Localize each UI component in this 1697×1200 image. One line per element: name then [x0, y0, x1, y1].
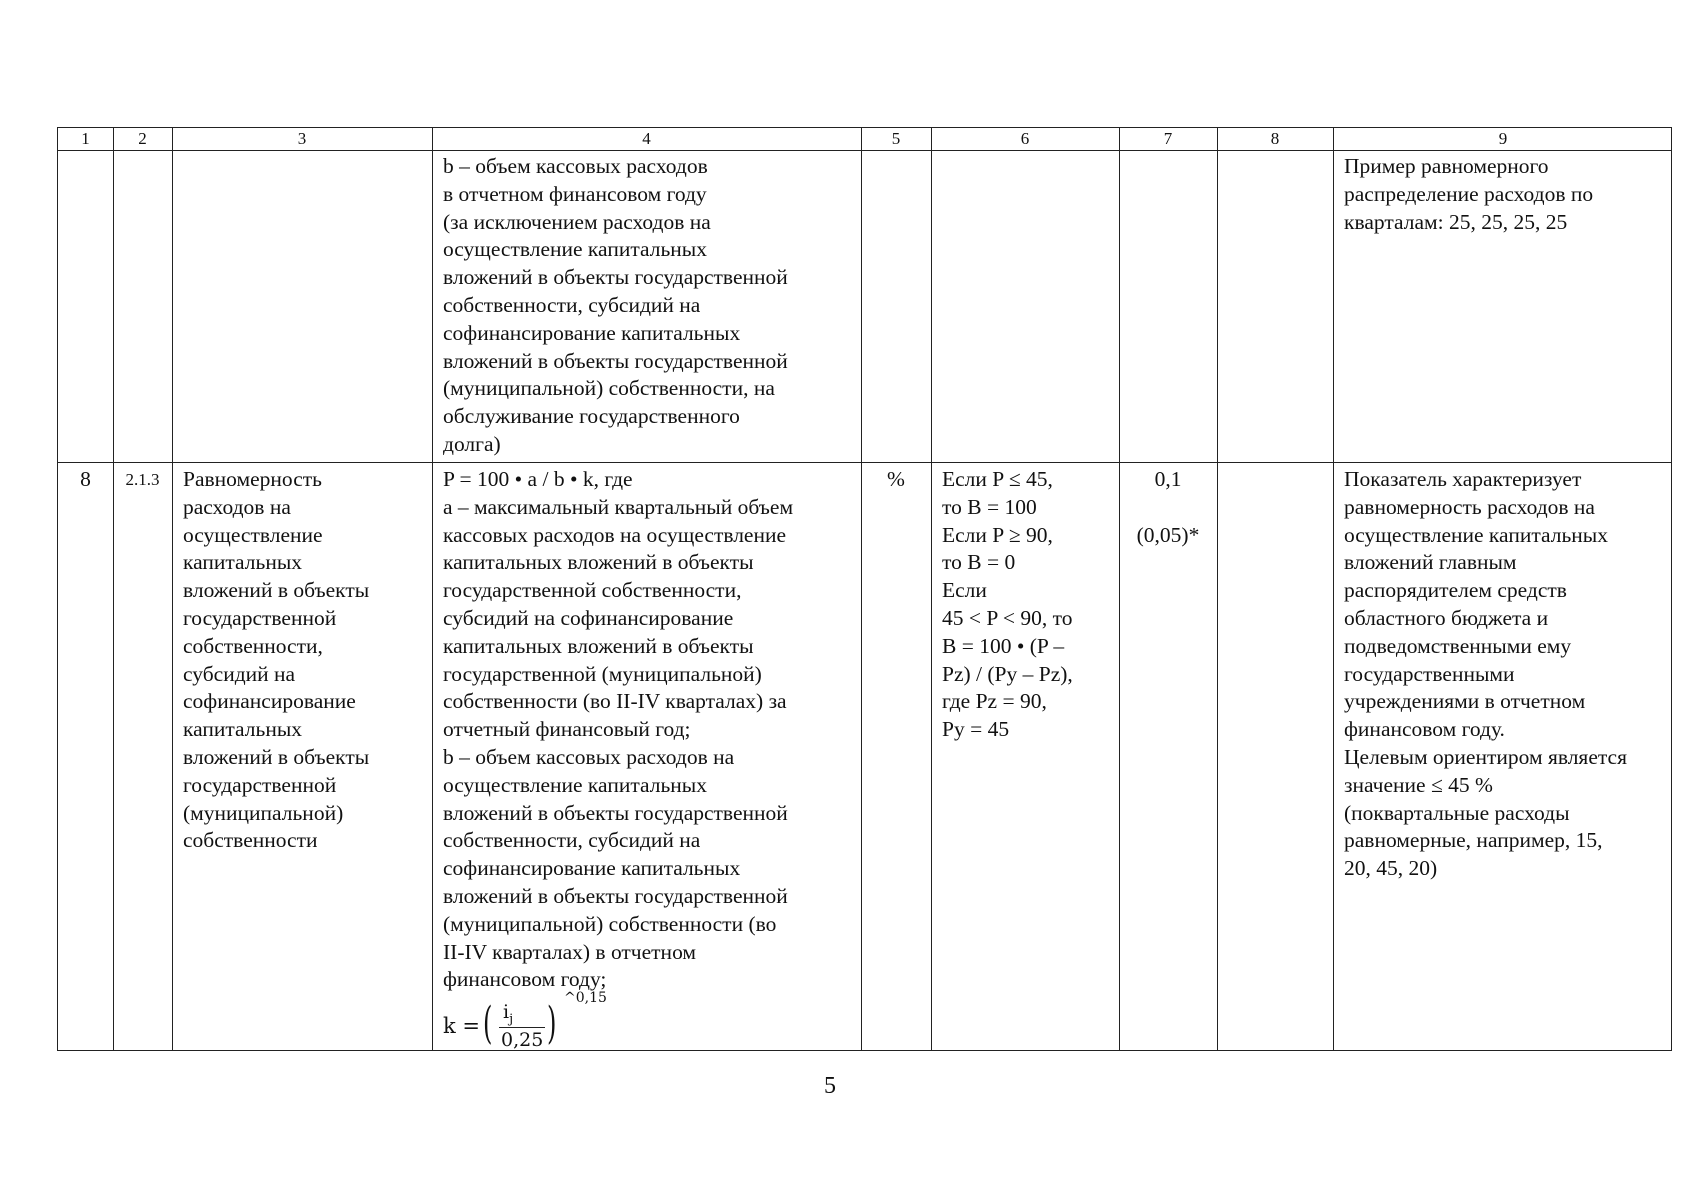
text-line: b – объем кассовых расходов	[443, 154, 708, 178]
text-line: равномерные, например, 15,	[1344, 828, 1603, 853]
k-formula-subscript: j	[509, 1011, 514, 1027]
text-line: Целевым ориентиром является	[1344, 744, 1627, 769]
text-line: вложений в объекты государственной	[443, 883, 788, 908]
header-col-6: 6	[1020, 129, 1030, 148]
text-line: (за исключением расходов на	[443, 209, 711, 234]
text-line: капитальных вложений в объекты	[443, 633, 754, 658]
header-col-3: 3	[297, 129, 307, 148]
text-line: кварталам: 25, 25, 25, 25	[1344, 209, 1568, 234]
text-line: (муниципальной) собственности (во	[443, 911, 777, 936]
text-line: то B = 100	[942, 494, 1037, 519]
text-line: собственности, субсидий на	[443, 292, 701, 317]
header-col-4: 4	[642, 129, 651, 148]
text-line: кассовых расходов на осуществление	[443, 522, 787, 547]
text-line: софинансирование капитальных	[443, 320, 741, 345]
text-line: вложений в объекты государственной	[443, 348, 788, 373]
text-line: вложений в объекты	[183, 744, 370, 769]
text-line: b – объем кассовых расходов на	[443, 744, 735, 769]
k-formula	[443, 990, 643, 1051]
text-line: расходов на	[183, 494, 291, 519]
page-number: 5	[824, 1073, 836, 1099]
text-line: то B = 0	[942, 550, 1016, 575]
header-col-7: 7	[1163, 129, 1173, 148]
text-line: финансовом году.	[1344, 717, 1505, 742]
text-line: государственной собственности,	[443, 578, 742, 603]
col-rule-4	[861, 128, 862, 1050]
row-number: 8	[80, 467, 91, 491]
text-line: софинансирование	[183, 689, 356, 714]
text-line: вложений в объекты государственной	[443, 800, 788, 825]
text-line: B = 100 • (P –	[942, 633, 1065, 658]
continued-comment	[1344, 153, 1593, 236]
indicator-code: 2.1.3	[125, 470, 160, 489]
indicator-table	[57, 127, 1672, 1051]
k-formula-right-paren: )	[547, 998, 557, 1049]
text-line: (поквартальные расходы	[1344, 800, 1570, 825]
text-line: капитальных вложений в объекты	[443, 550, 754, 575]
text-line: Если P ≤ 45,	[942, 467, 1053, 491]
continued-formula-description	[443, 153, 788, 459]
col-rule-8	[1333, 128, 1334, 1050]
col-rule-2	[172, 128, 173, 1050]
indicator-comment	[1344, 466, 1627, 883]
text-line: Если P ≥ 90,	[942, 522, 1053, 547]
text-line: II-IV кварталах) в отчетном	[443, 939, 697, 964]
col-rule-1	[113, 128, 114, 1050]
text-line: Равномерность	[183, 467, 322, 491]
text-line: государственной (муниципальной)	[443, 661, 762, 686]
text-line: Показатель характеризует	[1344, 467, 1582, 491]
text-line: вложений главным	[1344, 550, 1517, 575]
text-line: государственными	[1344, 661, 1515, 686]
scoring-rule	[942, 466, 1073, 744]
weight-alternative: (0,05)*	[1136, 523, 1200, 547]
text-line: где Pz = 90,	[942, 689, 1047, 714]
text-line: (муниципальной) собственности, на	[443, 376, 775, 401]
text-line: 45 < P < 90, то	[942, 605, 1073, 630]
k-formula-left-paren: (	[483, 998, 493, 1049]
text-line: осуществление капитальных	[1344, 522, 1608, 547]
k-formula-numerator: $i_j$	[503, 1001, 514, 1027]
row-rule	[58, 462, 1671, 463]
unit: %	[887, 467, 905, 491]
text-line: собственности	[183, 828, 318, 853]
text-line: капитальных	[183, 550, 303, 575]
header-col-5: 5	[891, 129, 901, 148]
text-line: осуществление капитальных	[443, 772, 707, 797]
header-rule	[58, 150, 1671, 151]
text-line: субсидий на	[183, 661, 296, 686]
header-col-2: 2	[138, 129, 147, 148]
text-line: софинансирование капитальных	[443, 856, 741, 881]
text-line: Py = 45	[942, 717, 1010, 742]
k-formula-lhs: k =	[443, 1014, 480, 1038]
text-line: распределение расходов по	[1344, 181, 1594, 206]
text-line: субсидий на софинансирование	[443, 605, 734, 630]
text-line: Если	[942, 578, 987, 603]
weight: 0,1	[1154, 467, 1182, 491]
text-line: распорядителем средств	[1344, 578, 1567, 603]
text-line: вложений в объекты	[183, 578, 370, 603]
text-line: (муниципальной)	[183, 800, 344, 825]
text-line: собственности (во II-IV кварталах) за	[443, 689, 787, 714]
text-line: учреждениями в отчетном	[1344, 689, 1586, 714]
text-line: областного бюджета и	[1344, 605, 1549, 630]
col-rule-7	[1217, 128, 1218, 1050]
text-line: Пример равномерного	[1344, 154, 1549, 178]
text-line: Pz) / (Py – Pz),	[942, 661, 1073, 686]
text-line: вложений в объекты государственной	[443, 265, 788, 290]
text-line: отчетный финансовый год;	[443, 717, 691, 742]
text-line: капитальных	[183, 717, 303, 742]
text-line: равномерность расходов на	[1344, 494, 1595, 519]
text-line: a – максимальный квартальный объем	[443, 494, 794, 519]
text-line: значение ≤ 45 %	[1344, 772, 1493, 797]
k-formula-exponent: ^0,15	[564, 990, 607, 1006]
col-rule-5	[931, 128, 932, 1050]
indicator-name	[183, 466, 369, 855]
text-line: в отчетном финансовом году	[443, 181, 707, 206]
text-line: собственности, субсидий на	[443, 828, 701, 853]
text-line: 20, 45, 20)	[1344, 856, 1438, 881]
header-col-8: 8	[1270, 129, 1280, 148]
text-line: подведомственными ему	[1344, 633, 1572, 658]
text-line: государственной	[183, 605, 337, 630]
calculation-formula	[443, 466, 793, 994]
text-line: P = 100 • a / b • k, где	[443, 467, 633, 491]
header-col-1: 1	[81, 129, 90, 148]
text-line: государственной	[183, 772, 337, 797]
text-line: осуществление капитальных	[443, 237, 707, 262]
k-formula-denominator: 0,25	[501, 1029, 544, 1051]
col-rule-6	[1119, 128, 1120, 1050]
text-line: долга)	[443, 431, 501, 456]
text-line: осуществление	[183, 522, 323, 547]
header-col-9: 9	[1498, 129, 1508, 148]
text-line: собственности,	[183, 633, 323, 658]
text-line: финансовом году;	[443, 967, 607, 992]
col-rule-3	[432, 128, 433, 1050]
text-line: обслуживание государственного	[443, 404, 740, 429]
